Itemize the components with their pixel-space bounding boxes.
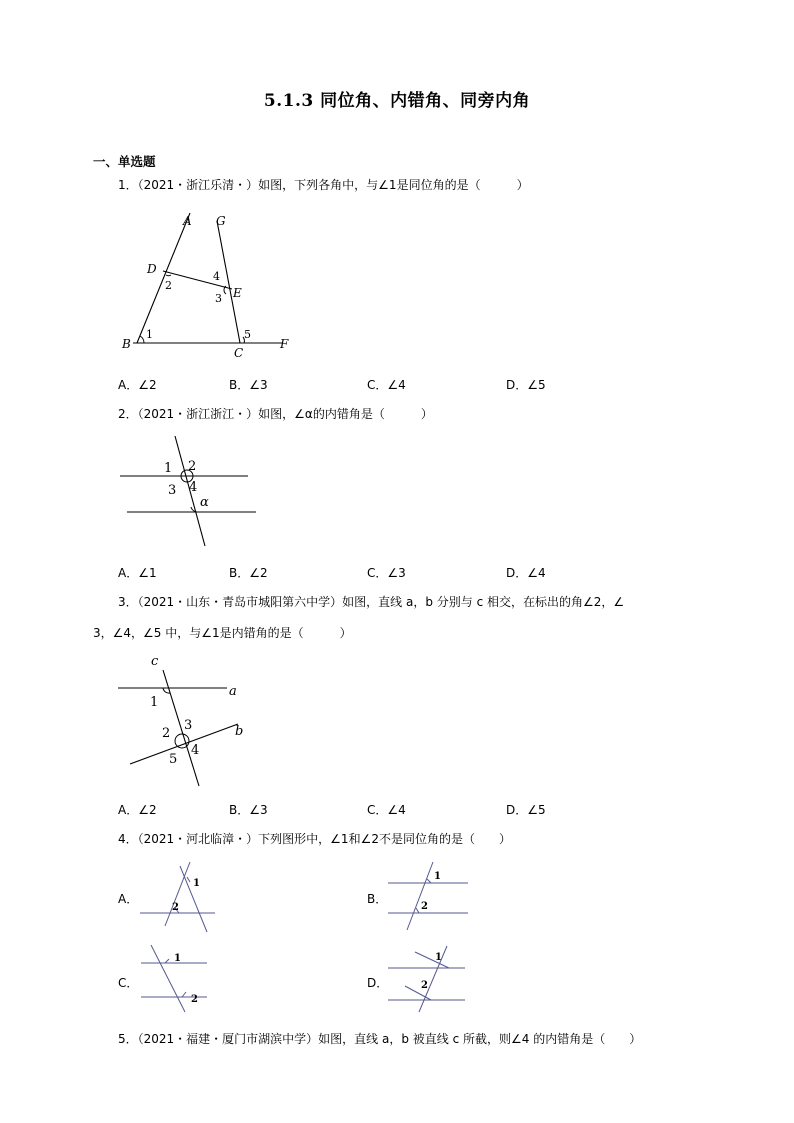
label-E: E [233, 286, 242, 300]
angle-1-mark [427, 879, 431, 883]
q2-option-c[interactable]: C．∠3 [367, 566, 406, 580]
transversal-1 [165, 862, 190, 926]
angle-2-label: 2 [162, 726, 171, 741]
q4-choice-b-figure[interactable] [385, 858, 475, 933]
transversal-2 [180, 866, 207, 932]
angle-3-label: 3 [184, 718, 193, 733]
angle-3-label: 3 [168, 483, 177, 498]
question-5-text: 5．（2021・福建・厦门市湖滨中学）如图，直线 a，b 被直线 c 所截，则∠4 的内错角是（ ） [118, 1032, 642, 1046]
angle-1-label: 1 [146, 328, 153, 341]
angle-2-label: 2 [421, 901, 428, 912]
angle-2-label: 2 [172, 902, 179, 913]
angle-4-label: 4 [191, 743, 200, 758]
angle-2-arc [166, 275, 171, 276]
angle-1-mark [165, 959, 169, 963]
q4-choice-a-label[interactable]: A． [118, 892, 139, 906]
angle-1-label: 1 [164, 461, 173, 476]
question-1-text: 1．（2021・浙江乐清・）如图，下列各角中，与∠1是同位角的是（ ） [118, 178, 529, 192]
angle-1-label: 1 [435, 952, 442, 963]
q1-option-c[interactable]: C．∠4 [367, 378, 406, 392]
label-D: D [147, 262, 157, 276]
q4-choice-d-figure[interactable] [385, 940, 475, 1015]
angle-2-label: 2 [188, 459, 197, 474]
angle-1-mark [187, 877, 190, 882]
angle-1-label: 1 [174, 953, 181, 964]
q2-option-a[interactable]: A．∠1 [118, 566, 157, 580]
angle-1-label: 1 [193, 878, 200, 889]
angle-2-label: 2 [191, 994, 198, 1005]
angle-1-arc [140, 336, 144, 343]
q1-option-b[interactable]: B．∠3 [229, 378, 268, 392]
angle-5-label: 5 [244, 328, 251, 341]
angle-1-label: 1 [150, 695, 159, 710]
q3-option-c[interactable]: C．∠4 [367, 803, 406, 817]
q4-choice-c-figure[interactable] [135, 940, 225, 1015]
label-F: F [280, 337, 289, 351]
angle-4-label: 4 [189, 480, 198, 495]
page-title: 5.1.3 同位角、内错角、同旁内角 [263, 91, 531, 111]
question-3-text-line1: 3．（2021・山东・青岛市城阳第六中学）如图，直线 a，b 分别与 c 相交，在标出的角∠2，∠ [118, 595, 625, 609]
q4-choice-c-label[interactable]: C． [118, 976, 139, 990]
q3-option-d[interactable]: D．∠5 [506, 803, 546, 817]
angle-2-label: 2 [165, 279, 172, 292]
q2-option-b[interactable]: B．∠2 [229, 566, 268, 580]
question-2-figure [115, 430, 265, 552]
label-b: b [235, 724, 244, 739]
q4-choice-b-label[interactable]: B． [367, 892, 388, 906]
angle-5-label: 5 [169, 752, 178, 767]
q4-choice-a-figure[interactable] [135, 856, 225, 936]
q3-option-a[interactable]: A．∠2 [118, 803, 157, 817]
line-ab [137, 213, 190, 343]
label-C: C [234, 346, 244, 360]
angle-4-label: 4 [213, 270, 220, 283]
label-c: c [151, 654, 159, 669]
label-G: G [216, 214, 226, 228]
label-B: B [122, 337, 131, 351]
label-A: A [183, 214, 192, 228]
q4-choice-d-label[interactable]: D． [367, 976, 389, 990]
angle-2-label: 2 [421, 980, 428, 991]
angle-circle [175, 734, 189, 748]
angle-3-label: 3 [215, 292, 222, 305]
q1-option-d[interactable]: D．∠5 [506, 378, 546, 392]
line-de [163, 271, 232, 289]
question-4-text: 4．（2021・河北临漳・）下列图形中，∠1和∠2不是同位角的是（ ） [118, 832, 511, 846]
q3-option-b[interactable]: B．∠3 [229, 803, 268, 817]
angle-alpha-label: α [200, 495, 209, 510]
question-3-text-line2: 3，∠4，∠5 中，与∠1是内错角的是（ ） [93, 626, 352, 640]
transversal [407, 862, 433, 930]
angle-2-mark [182, 992, 186, 997]
angle-2-mark [416, 908, 419, 913]
q1-option-a[interactable]: A．∠2 [118, 378, 157, 392]
question-2-text: 2．（2021・浙江浙江・）如图，∠α的内错角是（ ） [118, 407, 433, 421]
section-heading: 一、单选题 [93, 154, 156, 169]
line-gc [217, 221, 240, 343]
q2-option-d[interactable]: D．∠4 [506, 566, 546, 580]
label-a: a [229, 684, 237, 699]
question-3-figure [110, 650, 270, 790]
angle-1-label: 1 [434, 871, 441, 882]
question-1-figure [110, 205, 310, 365]
